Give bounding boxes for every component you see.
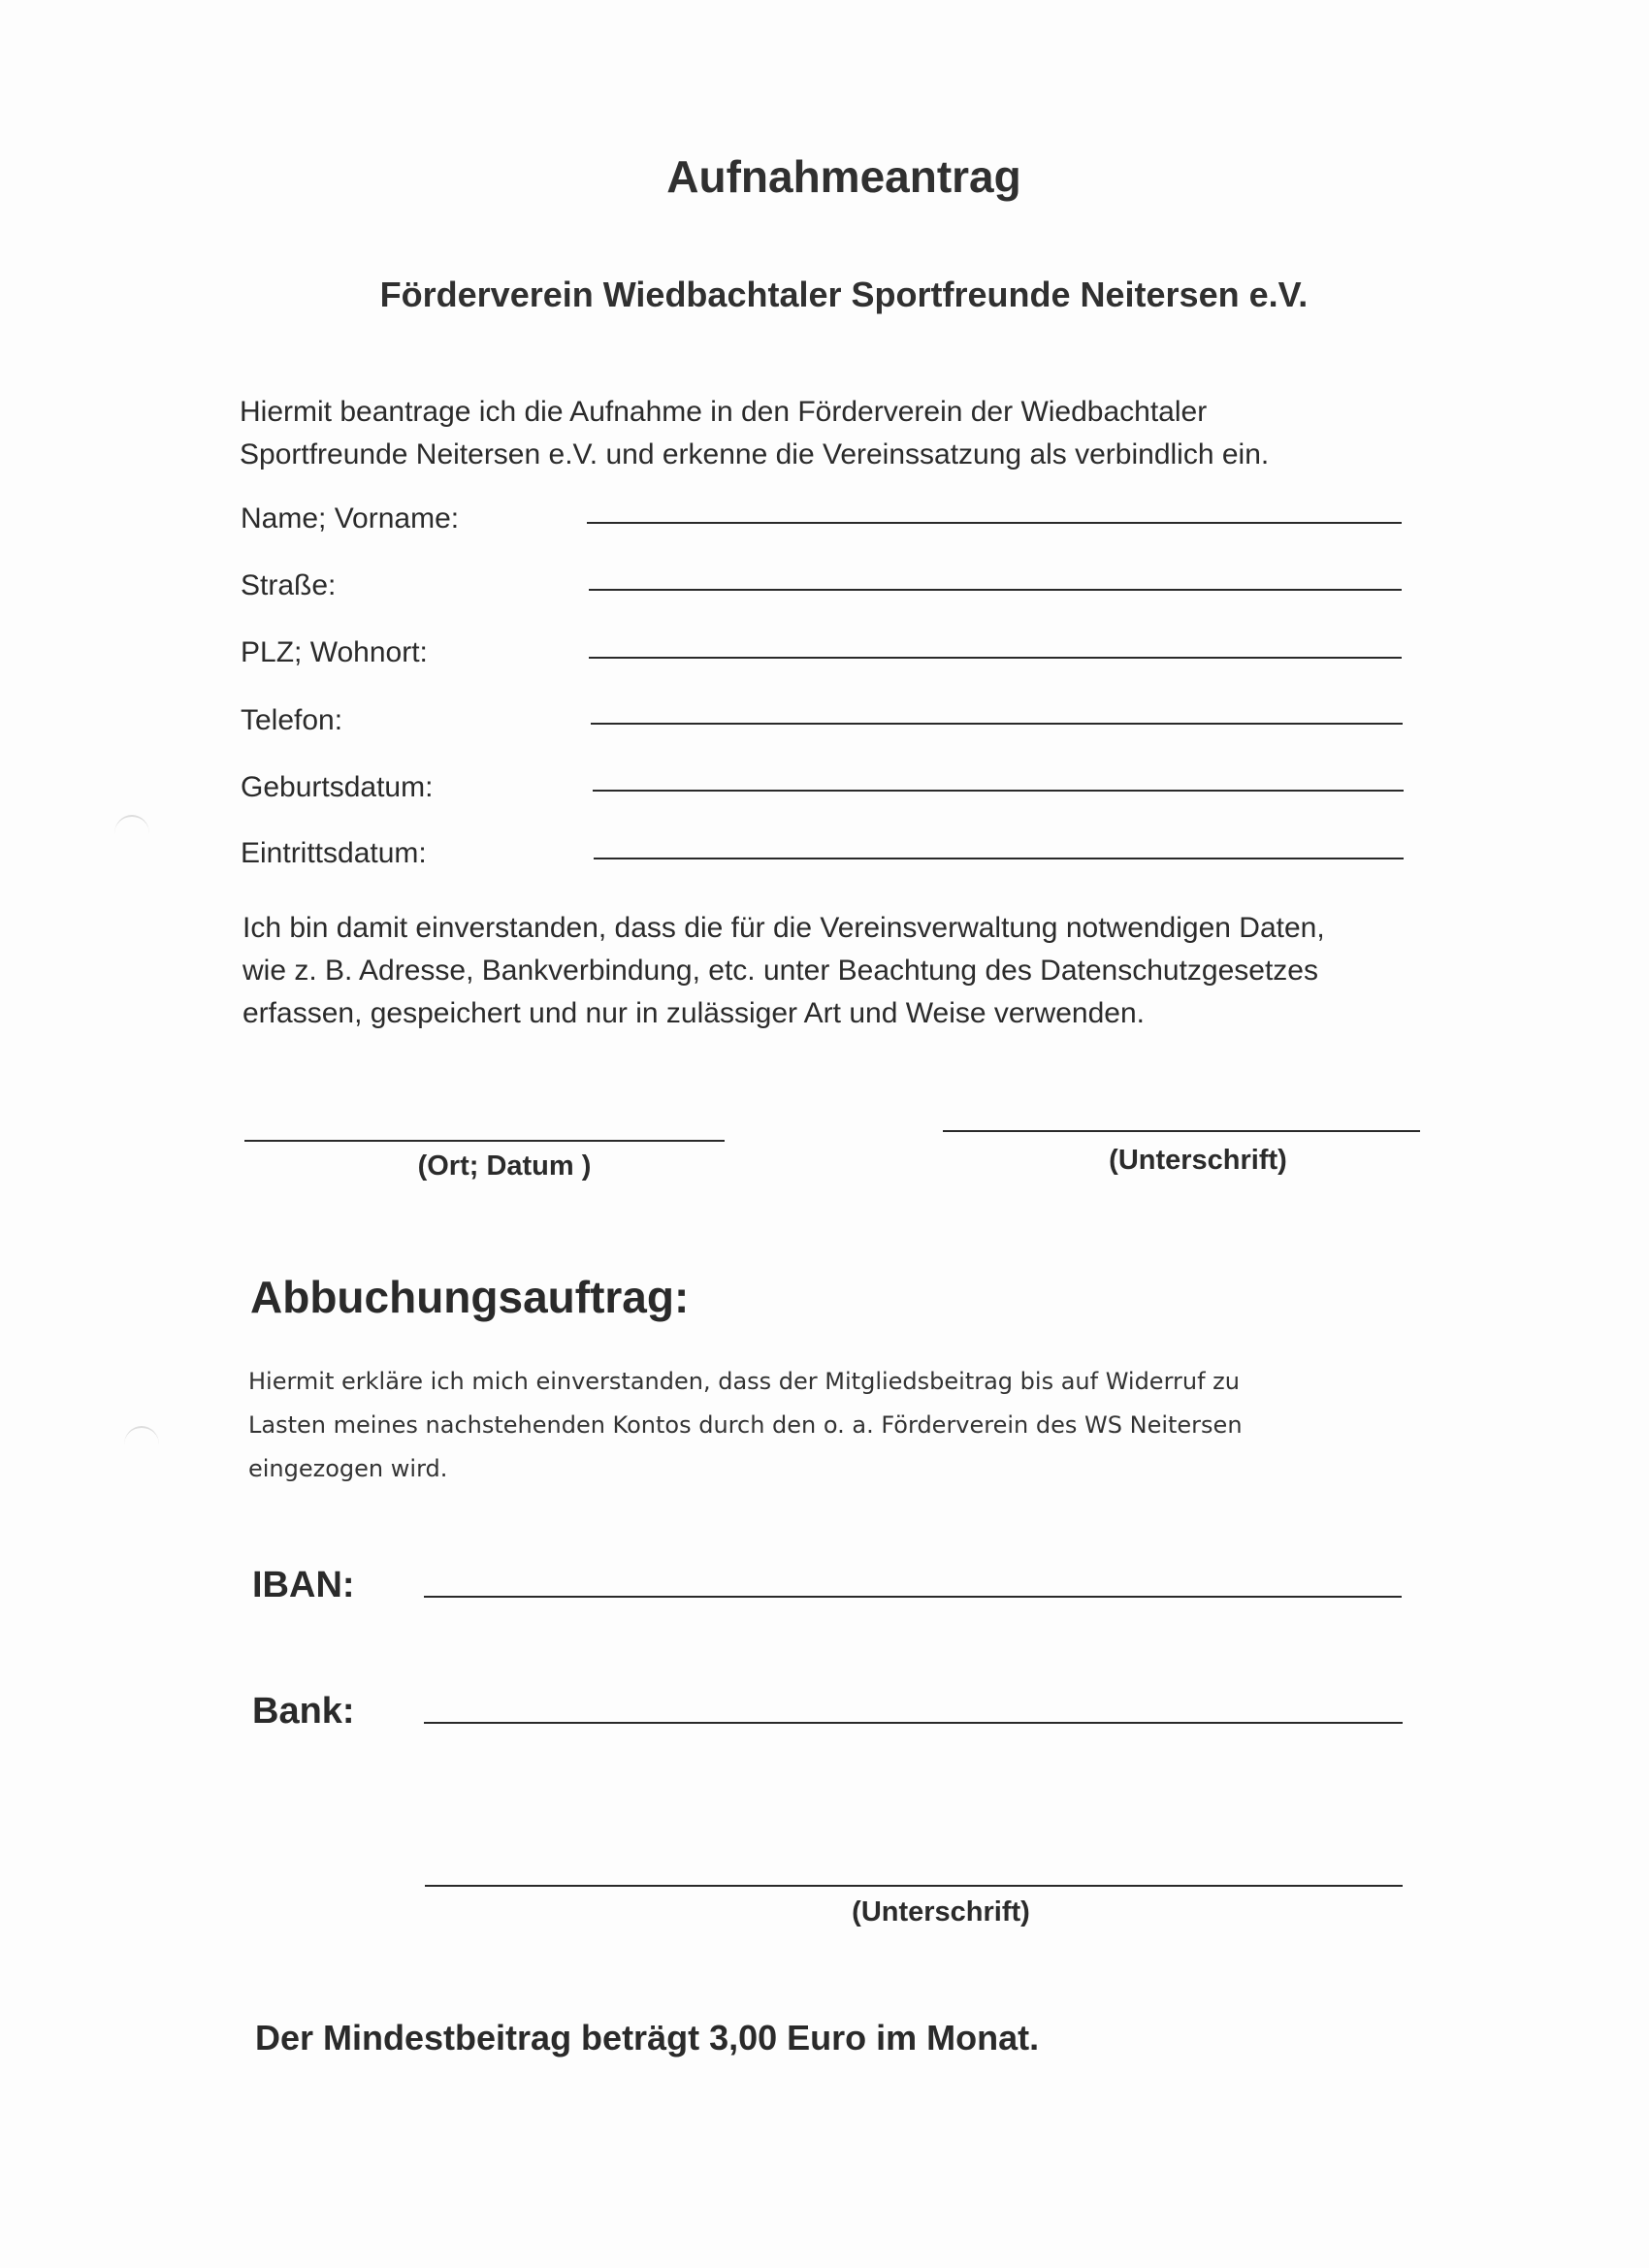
page-title: Aufnahmeantrag (666, 151, 1021, 202)
signature-line-1[interactable] (943, 1130, 1420, 1132)
debit-line-2: Lasten meines nachstehenden Kontos durch den o. a. Förderverein des WS Neitersen (248, 1411, 1243, 1439)
street-label: Straße: (241, 569, 337, 601)
punch-hole-top (114, 815, 149, 852)
birthdate-label: Geburtsdatum: (241, 771, 434, 803)
organization-name: Förderverein Wiedbachtaler Sportfreunde Neitersen e.V. (379, 275, 1309, 314)
bank-label: Bank: (252, 1691, 355, 1732)
intro-line-2: Sportfreunde Neitersen e.V. und erkenne die Vereinssatzung als verbindlich ein. (240, 438, 1270, 470)
iban-field[interactable] (424, 1596, 1402, 1598)
signature-caption-2: (Unterschrift) (852, 1896, 1030, 1928)
minimum-contribution-note: Der Mindestbeitrag beträgt 3,00 Euro im Monat. (255, 2018, 1040, 2057)
signature-line-2[interactable] (425, 1885, 1403, 1887)
consent-text (242, 907, 1426, 1035)
phone-label: Telefon: (241, 704, 343, 736)
consent-line-1: Ich bin damit einverstanden, dass die für die Vereinsverwaltung notwendigen Daten, (242, 912, 1325, 944)
debit-line-3: eingezogen wird. (248, 1455, 448, 1482)
consent-line-2: wie z. B. Adresse, Bankverbindung, etc. unter Beachtung des Datenschutzgesetzes (242, 955, 1318, 987)
place-date-line[interactable] (244, 1140, 725, 1142)
punch-hole-bottom (124, 1426, 159, 1463)
consent-line-3: erfassen, gespeichert und nur in zulässiger Art und Weise verwenden. (242, 997, 1145, 1029)
signature-caption-1: (Unterschrift) (1109, 1145, 1287, 1176)
intro-text (240, 391, 1423, 476)
zip-city-label: PLZ; Wohnort: (241, 636, 428, 668)
zip-city-field[interactable] (589, 657, 1402, 659)
street-field[interactable] (589, 589, 1402, 591)
name-field[interactable] (587, 522, 1402, 524)
bank-field[interactable] (424, 1722, 1403, 1724)
phone-field[interactable] (591, 723, 1403, 725)
intro-line-1: Hiermit beantrage ich die Aufnahme in den Förderverein der Wiedbachtaler (240, 396, 1208, 428)
name-label: Name; Vorname: (241, 502, 460, 535)
entry-date-field[interactable] (594, 858, 1404, 859)
birthdate-field[interactable] (593, 790, 1404, 792)
entry-date-label: Eintrittsdatum: (241, 837, 427, 869)
iban-label: IBAN: (252, 1565, 355, 1605)
place-date-caption: (Ort; Datum ) (417, 1150, 592, 1182)
debit-text (248, 1360, 1364, 1491)
debit-heading: Abbuchungsauftrag: (250, 1272, 690, 1322)
debit-line-1: Hiermit erkläre ich mich einverstanden, dass der Mitgliedsbeitrag bis auf Widerruf zu (248, 1368, 1240, 1395)
